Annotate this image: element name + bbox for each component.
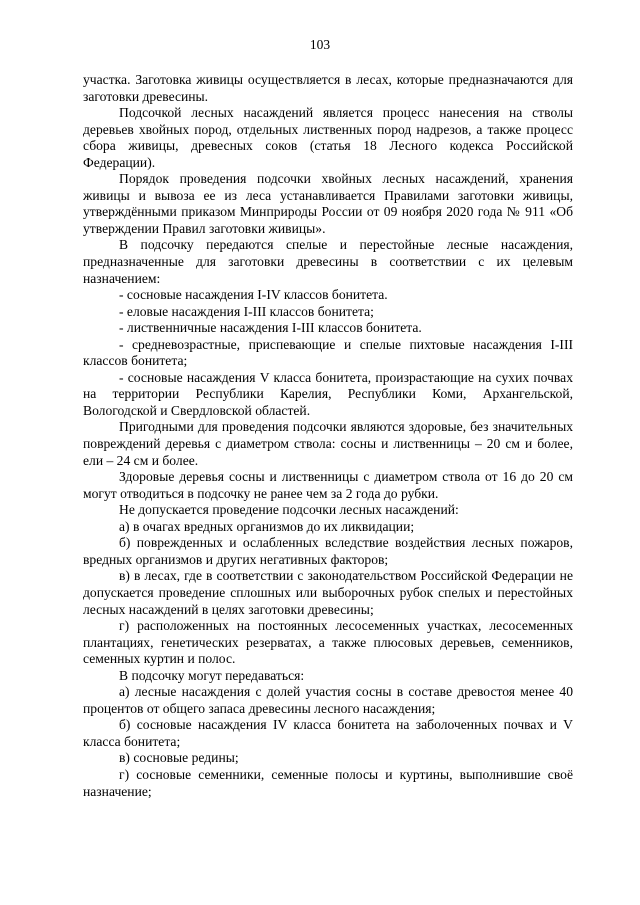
document-body xyxy=(83,72,573,800)
list-item: - сосновые насаждения V класса бонитета, произрастающие на сухих почвах на территории Республики Карелия, Республики Коми, Архангельской, Вологодской и Свердловской областей. xyxy=(83,369,573,418)
list-item: г) сосновые семенники, семенные полосы и куртины, выполнившие своё назначение; xyxy=(83,766,573,799)
list-item: - лиственничные насаждения I-III классов бонитета. xyxy=(119,320,422,336)
list-item: г) расположенных на постоянных лесосеменных участках, лесосеменных плантациях, генетических резерватах, а также плюсовых деревьев, семенников, семенных куртин и полос. xyxy=(83,618,573,667)
list-item: - сосновые насаждения I-IV классов бонитета. xyxy=(119,287,388,303)
paragraph: Здоровые деревья сосны и лиственницы с диаметром ствола от 16 до 20 см могут отводиться в подсочку не ранее чем за 2 года до рубки. xyxy=(83,469,573,501)
paragraph: Подсочкой лесных насаждений является процесс нанесения на стволы деревьев хвойных пород, отдельных лиственных пород надрезов, а также процесс сбора живицы, древесных соков (статья 18 Лесного кодекса Российской Федерации). xyxy=(83,105,573,170)
paragraph: В подсочку передаются спелые и перестойные лесные насаждения, предназначенные для заготовки древесины в соответствии с их целевым назначением: xyxy=(83,237,573,286)
list-item: б) поврежденных и ослабленных вследствие воздействия лесных пожаров, вредных организмов и других негативных факторов; xyxy=(83,535,573,567)
list-item: в) в лесах, где в соответствии с законодательством Российской Федерации не допускается проведение сплошных или выборочных рубок спелых и перестойных лесных насаждений в целях заготовки древесины; xyxy=(83,568,573,617)
paragraph: Не допускается проведение подсочки лесных насаждений: xyxy=(119,502,459,518)
list-item: - средневозрастные, приспевающие и спелые пихтовые насаждения I-III классов бонитета; xyxy=(83,336,573,369)
paragraph: Пригодными для проведения подсочки являются здоровые, без значительных повреждений деревья с диаметром ствола: сосны и лиственницы – 20 см и более, ели – 24 см и более. xyxy=(83,419,573,468)
paragraph: участка. Заготовка живицы осуществляется в лесах, которые предназначаются для заготовки древесины. xyxy=(83,72,573,104)
list-item: а) лесные насаждения с долей участия сосны в составе древостоя менее 40 процентов от общего запаса древесины лесного насаждения; xyxy=(83,684,573,716)
page-number: 103 xyxy=(309,37,331,52)
paragraph: В подсочку могут передаваться: xyxy=(119,667,305,683)
paragraph: Порядок проведения подсочки хвойных лесных насаждений, хранения живицы и вывоза ее из леса устанавливается Правилами заготовки живицы, утверждёнными приказом Минприроды России от 09 ноября 2020 года № 911 «Об утверждении Правил заготовки живицы». xyxy=(83,171,573,236)
list-item: а) в очагах вредных организмов до их ликвидации; xyxy=(119,518,415,534)
list-item: в) сосновые редины; xyxy=(119,750,239,766)
list-item: б) сосновые насаждения IV класса бонитета на заболоченных почвах и V класса бонитета; xyxy=(83,717,573,749)
list-item: - еловые насаждения I-III классов бонитета; xyxy=(119,303,374,319)
